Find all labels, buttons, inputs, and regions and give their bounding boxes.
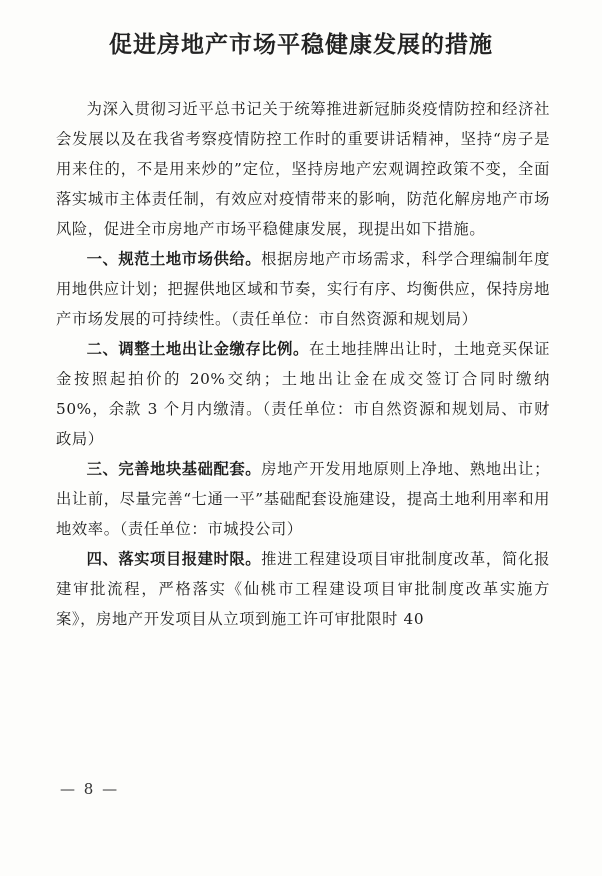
section-1 bbox=[56, 244, 550, 334]
section-2-heading: 二、调整土地出让金缴存比例。 bbox=[86, 340, 309, 358]
section-4-heading: 四、落实项目报建时限。 bbox=[86, 550, 262, 568]
section-2-text: 在土地挂牌出让时，土地竞买保证金按照起拍价的 20%交纳；土地出让金在成交签订合同时缴纳 50%，余款 3 个月内缴清。（责任单位：市自然资源和规划局、市财政局） bbox=[56, 340, 550, 448]
section-3 bbox=[56, 454, 550, 544]
document-title: 促进房地产市场平稳健康发展的措施 bbox=[109, 32, 493, 58]
section-4-text: 推进工程建设项目审批制度改革，简化报建审批流程，严格落实《仙桃市工程建设项目审批制度改革实施方案》，房地产开发项目从立项到施工许可审批限时 40 bbox=[56, 550, 550, 628]
section-3-heading: 三、完善地块基础配套。 bbox=[86, 460, 262, 478]
section-1-heading: 一、规范土地市场供给。 bbox=[86, 250, 262, 268]
page-number: — 8 — bbox=[60, 780, 120, 798]
intro-paragraph: 为深入贯彻习近平总书记关于统筹推进新冠肺炎疫情防控和经济社会发展以及在我省考察疫情防控工作时的重要讲话精神，坚持“房子是用来住的，不是用来炒的”定位，坚持房地产宏观调控政策不变，全面落实城市主体责任制，有效应对疫情带来的影响，防范化解房地产市场风险，促进全市房地产市场平稳健康发展，现提出如下措施。 bbox=[56, 100, 550, 238]
section-1-text: 根据房地产市场需求，科学合理编制年度用地供应计划；把握供地区域和节奏，实行有序、均衡供应，保持房地产市场发展的可持续性。（责任单位：市自然资源和规划局） bbox=[56, 250, 550, 328]
section-2 bbox=[56, 334, 550, 454]
section-3-text: 房地产开发用地原则上净地、熟地出让；出让前，尽量完善“七通一平”基础配套设施建设，提高土地利用率和用地效率。（责任单位：市城投公司） bbox=[56, 460, 550, 538]
document-body bbox=[56, 94, 550, 634]
section-4 bbox=[56, 544, 550, 634]
